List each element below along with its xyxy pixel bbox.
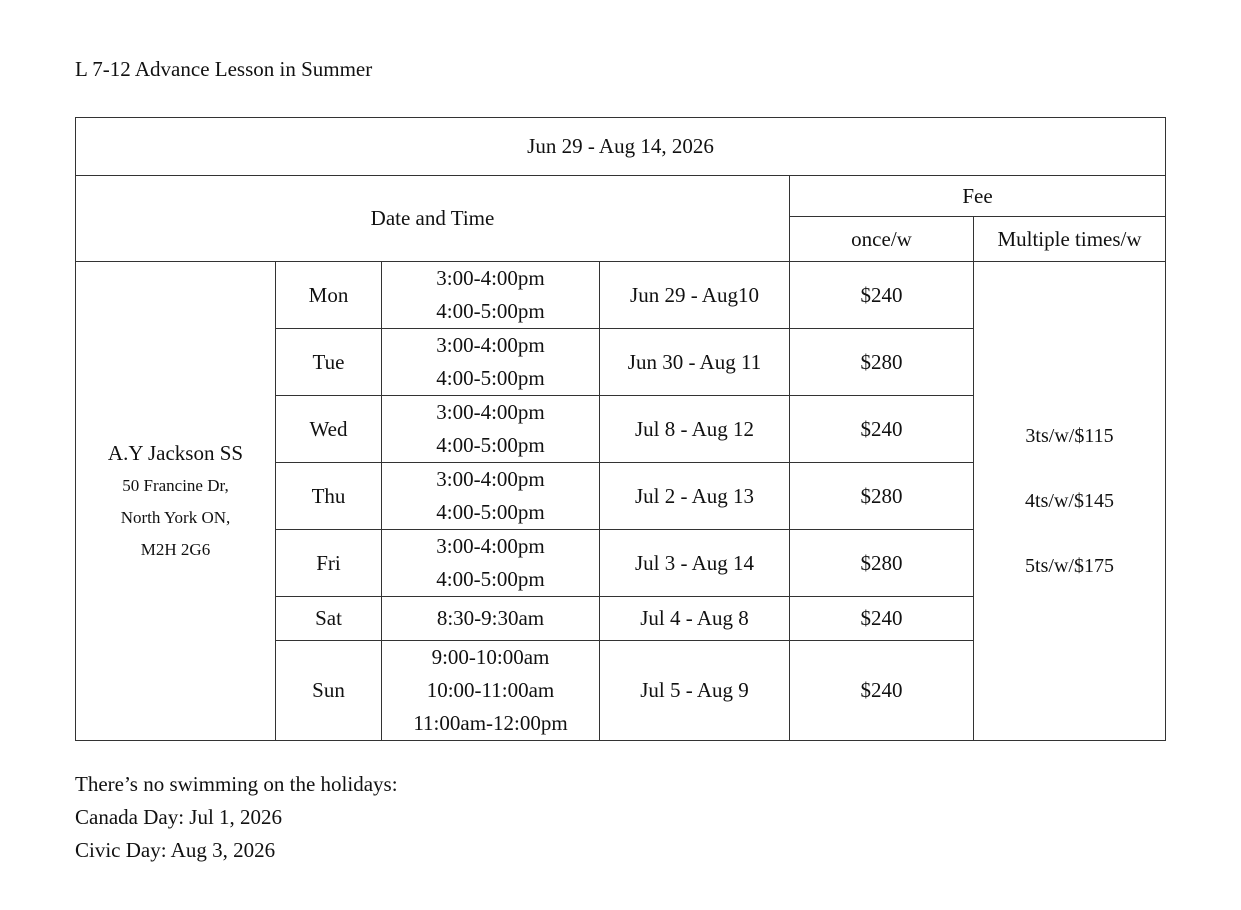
header-row-top bbox=[76, 176, 1166, 217]
time-slot: 10:00-11:00am bbox=[426, 678, 555, 702]
day-cell: Mon bbox=[276, 262, 382, 329]
multiple-rate: 5ts/w/$175 bbox=[1025, 554, 1114, 577]
time-slot: 3:00-4:00pm bbox=[436, 400, 545, 424]
day-cell: Fri bbox=[276, 530, 382, 597]
multiple-rate: 4ts/w/$145 bbox=[1025, 489, 1114, 512]
document-title: L 7-12 Advance Lesson in Summer bbox=[75, 57, 373, 81]
date-and-time-header: Date and Time bbox=[76, 176, 790, 262]
table-row bbox=[76, 262, 1166, 329]
time-slot: 3:00-4:00pm bbox=[436, 534, 545, 558]
time-cell bbox=[382, 530, 600, 597]
date-range-cell: Jun 29 - Aug10 bbox=[600, 262, 790, 329]
location-cell bbox=[76, 262, 276, 741]
day-cell: Tue bbox=[276, 329, 382, 396]
multiple-rates-cell bbox=[974, 262, 1166, 741]
time-slot: 11:00am-12:00pm bbox=[413, 711, 568, 735]
time-cell bbox=[382, 641, 600, 741]
time-slot: 4:00-5:00pm bbox=[436, 433, 545, 457]
period-header: Jun 29 - Aug 14, 2026 bbox=[76, 118, 1166, 176]
multiple-rate: 3ts/w/$115 bbox=[1025, 424, 1114, 447]
holiday-note-intro: There’s no swimming on the holidays: bbox=[75, 772, 398, 796]
address-line: M2H 2G6 bbox=[140, 540, 211, 559]
time-slot: 3:00-4:00pm bbox=[436, 266, 545, 290]
day-cell: Thu bbox=[276, 463, 382, 530]
time-slot: 4:00-5:00pm bbox=[436, 366, 545, 390]
time-slot: 4:00-5:00pm bbox=[436, 500, 545, 524]
once-per-week-header: once/w bbox=[790, 217, 974, 262]
address-line: 50 Francine Dr, bbox=[122, 476, 229, 495]
multiple-times-header: Multiple times/w bbox=[974, 217, 1166, 262]
date-range-cell: Jun 30 - Aug 11 bbox=[600, 329, 790, 396]
time-cell bbox=[382, 396, 600, 463]
fee-cell: $240 bbox=[790, 641, 974, 741]
fee-cell: $240 bbox=[790, 597, 974, 641]
date-range-cell: Jul 2 - Aug 13 bbox=[600, 463, 790, 530]
fee-cell: $280 bbox=[790, 463, 974, 530]
holiday-note-civic-day: Civic Day: Aug 3, 2026 bbox=[75, 838, 276, 862]
day-cell: Sat bbox=[276, 597, 382, 641]
time-cell bbox=[382, 329, 600, 396]
holiday-note-canada-day: Canada Day: Jul 1, 2026 bbox=[75, 805, 283, 829]
date-range-cell: Jul 3 - Aug 14 bbox=[600, 530, 790, 597]
date-range-cell: Jul 8 - Aug 12 bbox=[600, 396, 790, 463]
holiday-notes bbox=[75, 768, 398, 867]
day-cell: Wed bbox=[276, 396, 382, 463]
fee-cell: $280 bbox=[790, 329, 974, 396]
time-cell bbox=[382, 597, 600, 641]
time-cell bbox=[382, 262, 600, 329]
time-slot: 3:00-4:00pm bbox=[436, 467, 545, 491]
period-row bbox=[76, 118, 1166, 176]
time-slot: 4:00-5:00pm bbox=[436, 299, 545, 323]
address-line: North York ON, bbox=[120, 508, 231, 527]
date-range-cell: Jul 4 - Aug 8 bbox=[600, 597, 790, 641]
time-cell bbox=[382, 463, 600, 530]
time-slot: 9:00-10:00am bbox=[431, 645, 550, 669]
fee-cell: $280 bbox=[790, 530, 974, 597]
time-slot: 3:00-4:00pm bbox=[436, 333, 545, 357]
fee-cell: $240 bbox=[790, 262, 974, 329]
date-range-cell: Jul 5 - Aug 9 bbox=[600, 641, 790, 741]
location-name: A.Y Jackson SS bbox=[107, 441, 244, 465]
time-slot: 4:00-5:00pm bbox=[436, 567, 545, 591]
lesson-schedule-table bbox=[75, 117, 1166, 741]
fee-header: Fee bbox=[790, 176, 1166, 217]
time-slot: 8:30-9:30am bbox=[436, 606, 545, 630]
fee-cell: $240 bbox=[790, 396, 974, 463]
day-cell: Sun bbox=[276, 641, 382, 741]
